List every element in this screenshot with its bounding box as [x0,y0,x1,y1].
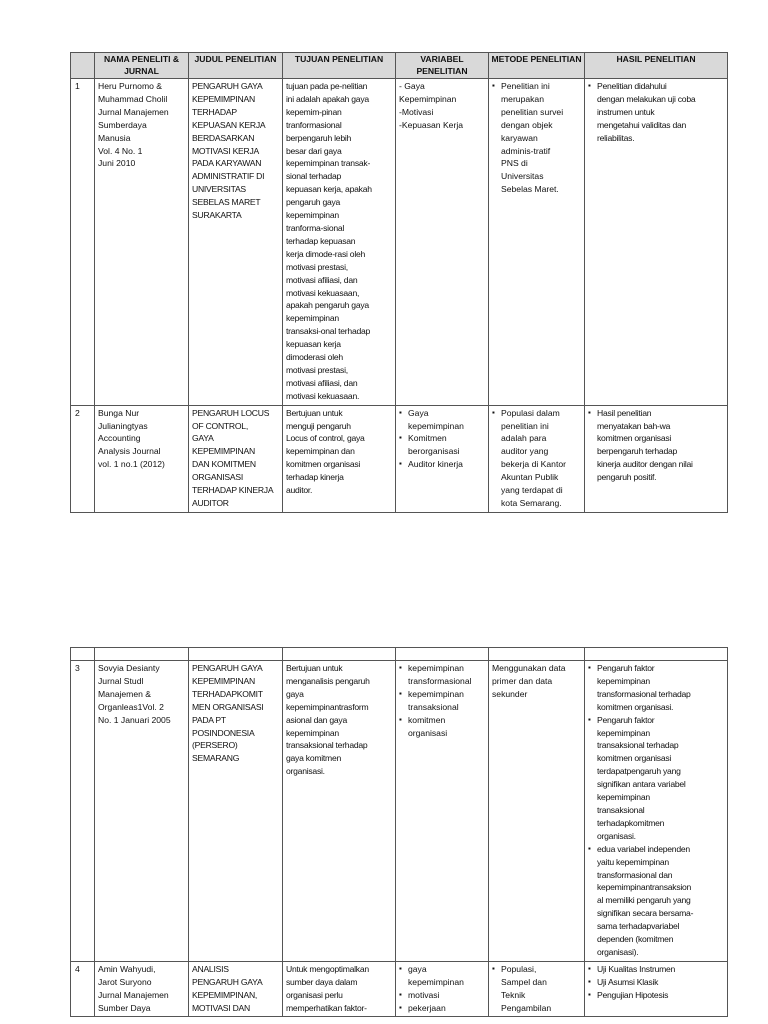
metode-item [492,80,581,196]
judul-line: POSINDONESIA [192,727,255,738]
cell-variabel [396,405,489,512]
variabel-list [399,407,485,472]
cell-hasil [585,961,728,1017]
nama-line: No. 1 Januari 2005 [98,714,171,725]
tujuan-line: transaksional terhadap [286,740,368,751]
cell-tujuan [283,961,396,1017]
variabel-line: ▪ Auditor kinerja [408,459,463,470]
tujuan-line: tranforma-sional [286,222,345,233]
hasil-item [588,989,724,1002]
cell-metode [489,79,585,406]
tujuan-line: tujuan pada pe-nelitian [286,81,368,91]
tujuan-line: Locus of control, gaya [286,433,365,444]
hasil-line: ▪ Pengaruh faktor [597,714,655,725]
research-table-2 [70,647,728,1017]
metode-line: PNS di [501,158,528,169]
tujuan-line: kepemimpinan [286,210,339,221]
tujuan-line: memperhatikan faktor- [286,1002,367,1013]
hasil-line: berpengaruh terhadap [597,446,678,457]
nama-line: Organleas1Vol. 2 [98,701,164,712]
nama-line: Manusia [98,132,131,143]
hasil-line: ▪ Penelitian didahului [597,81,667,91]
variabel-line: ▪ gaya [408,963,427,974]
hasil-line: signifikan secara bersama- [597,908,694,919]
cell-metode [489,961,585,1017]
table-row [71,79,728,406]
judul-line: TERHADAPKOMIT [192,688,263,699]
hasil-line: ▪ Uji Kualitas Instrumen [597,963,676,974]
hasil-line: dengan melakukan uji coba [597,93,696,104]
metode-line: Sampel dan [501,976,547,987]
table-row [71,961,728,1017]
variabel-line: ▪ pekerjaan [408,1002,446,1013]
judul-line: DAN KOMITMEN [192,459,256,470]
cell-nama-peneliti [95,661,189,962]
cell-hasil [585,661,728,962]
hasil-line: transformasional dan [597,869,673,880]
metode-line: Akuntan Publik [501,472,559,483]
tujuan-line: auditor. [286,485,313,496]
tujuan-line: terhadap kinerja [286,472,344,483]
cell-tujuan [283,79,396,406]
research-table-1 [70,52,728,513]
hasil-line: organisasi. [597,830,636,841]
hasil-item [588,976,724,989]
variabel-line: ▪ komitmen [408,714,446,725]
hasil-line: komitmen organisasi. [597,701,674,712]
nama-line: Bunga Nur [98,407,140,418]
hasil-line: reliabilitas. [597,132,635,143]
hasil-list [588,963,724,1002]
header-metode: METODE PENELITIAN [489,53,585,79]
tujuan-line: kepemimpinan transak- [286,158,371,169]
tujuan-line: motivasi kekuasaan. [286,390,360,401]
judul-line: MOTIVASI DAN [192,1002,250,1013]
variabel-line: - Gaya [399,81,425,91]
tujuan-line: kepemimpinantrasform [286,701,369,712]
hasil-item [588,963,724,976]
variabel-line: berorganisasi [408,446,460,457]
row-number: 3 [71,661,95,962]
metode-item [492,407,581,510]
judul-line: TERHADAP KINERJA [192,485,274,496]
judul-line: ORGANISASI [192,472,243,483]
nama-line: Muhammad Cholil [98,93,168,104]
tujuan-line: kepemim-pinan [286,106,342,117]
hasil-line: terhadapkomitmen [597,817,665,828]
tujuan-line: Bertujuan untuk [286,663,343,673]
metode-line: Pengambilan [501,1002,552,1013]
hasil-item [588,80,724,145]
cell-judul [189,405,283,512]
tujuan-line: berpengaruh lebih [286,132,352,143]
hasil-item [588,662,724,714]
metode-line: ▪ Populasi, [501,963,537,974]
judul-line: PENGARUH GAYA [192,976,263,987]
nama-line: Manajemen & [98,688,152,699]
tujuan-line: besar dari gaya [286,145,342,156]
tujuan-line: gaya [286,688,304,699]
tujuan-line: menguji pengaruh [286,420,351,431]
header-tujuan: TUJUAN PENELITIAN [283,53,396,79]
cell-judul [189,661,283,962]
tujuan-line: asional dan gaya [286,714,347,725]
hasil-item [588,714,724,843]
hasil-line: terdapatpengaruh yang [597,766,681,777]
metode-line: merupakan [501,93,544,104]
hasil-line: organisasi). [597,946,639,957]
hasil-line: al memiliki pengaruh yang [597,895,691,906]
nama-line: Jurnal Manajemen [98,106,169,117]
judul-line: BERDASARKAN [192,132,255,143]
variabel-item [399,989,485,1002]
hasil-line: kepemimpinan [597,792,650,803]
tujuan-line: Untuk mengoptimalkan [286,963,369,974]
variabel-item [399,458,485,471]
hasil-line: komitmen organisasi [597,433,672,444]
variabel-item [399,963,485,989]
nama-line: Sumberdaya [98,119,147,130]
metode-line: Teknik [501,989,526,1000]
variabel-line: -Motivasi [399,106,434,117]
tujuan-line: motivasi kekuasaan, [286,287,360,298]
metode-line: penelitian survei [501,106,564,117]
variabel-item [399,688,485,714]
tujuan-line: terhadap kepuasan [286,235,356,246]
judul-line: PADA KARYAWAN [192,158,262,169]
metode-line: penelitian ini [501,420,549,431]
tujuan-line: sumber daya dalam [286,976,358,987]
header-hasil: HASIL PENELITIAN [585,53,728,79]
judul-line: KEPEMIMPINAN [192,93,255,104]
nama-line: Juni 2010 [98,158,136,169]
header-no [71,53,95,79]
hasil-line: kepemimpinan [597,727,650,738]
metode-list [492,407,581,510]
judul-line: KEPEMIMPINAN, [192,989,258,1000]
hasil-line: kepemimpinantransaksion [597,882,692,893]
metode-line: kota Semarang. [501,498,562,508]
nama-line: Sumber Daya [98,1002,151,1013]
tujuan-line: apakah pengaruh gaya [286,300,369,311]
variabel-line: organisasi [408,727,448,738]
tujuan-line: motivasi afiliasi, dan [286,274,358,285]
nama-line: Vol. 4 No. 1 [98,145,143,156]
judul-line: PENGARUH LOCUS [192,407,270,418]
header-nama-peneliti: NAMA PENELITI & JURNAL [95,53,189,79]
nama-line: Analysis Journal [98,446,161,457]
judul-line: PENGARUH GAYA [192,81,263,91]
judul-line: SEBELAS MARET [192,197,261,208]
metode-line: Universitas [501,171,544,182]
hasil-line: ▪ Pengaruh faktor [597,663,655,673]
metode-list [492,80,581,196]
tujuan-line: menganalisis pengaruh [286,675,370,686]
variabel-line: ▪ Komitmen [408,433,447,444]
tujuan-line: kerja dimode-rasi oleh [286,248,366,259]
cell-judul [189,79,283,406]
tujuan-line: kepuasan kerja, apakah [286,184,372,195]
variabel-line: kepemimpinan [408,976,464,987]
variabel-item [399,714,485,740]
cell-hasil [585,405,728,512]
cell-variabel [396,961,489,1017]
judul-line: ANALISIS [192,963,229,974]
hasil-line: instrumen untuk [597,106,655,117]
cell-nama-peneliti [95,79,189,406]
judul-line: SURAKARTA [192,210,242,221]
tujuan-line: ini adalah apakah gaya [286,93,369,104]
variabel-item [399,407,485,433]
tujuan-line: kepemimpinan [286,313,339,324]
hasil-list [588,407,724,484]
tujuan-line: kepuasan kerja [286,339,341,350]
variabel-line: kepemimpinan [408,420,464,431]
variabel-line: transformasional [408,675,472,686]
metode-line: karyawan [501,132,538,143]
variabel-line: ▪ motivasi [408,989,440,1000]
tujuan-line: gaya komitmen [286,753,342,764]
metode-line: ▪ Populasi dalam [501,407,560,418]
variabel-list [399,963,485,1015]
judul-line: AUDITOR [192,498,229,508]
tujuan-line: motivasi prestasi, [286,261,348,272]
variabel-item [399,662,485,688]
variabel-item [399,432,485,458]
judul-line: MOTIVASI KERJA [192,145,260,156]
tujuan-line: Bertujuan untuk [286,407,343,418]
cell-variabel [396,79,489,406]
judul-line: PADA PT [192,714,226,725]
judul-line: SEMARANG [192,753,240,764]
metode-item [492,963,581,1015]
metode-line: sekunder [492,688,528,699]
tujuan-line: sional terhadap [286,171,342,182]
variabel-item [399,1002,485,1015]
metode-line: bekerja di Kantor [501,459,566,470]
nama-line: Heru Purnomo & [98,81,163,91]
judul-line: KEPEMIMPINAN [192,675,255,686]
row-number: 4 [71,961,95,1017]
judul-line: OF CONTROL, [192,420,248,431]
variabel-line: -Kepuasan Kerja [399,119,464,130]
variabel-list [399,662,485,739]
cell-variabel [396,661,489,962]
row-number: 1 [71,79,95,406]
hasil-item [588,407,724,484]
tujuan-line: dimoderasi oleh [286,352,343,363]
cell-nama-peneliti [95,961,189,1017]
nama-line: Amin Wahyudi, [98,963,156,974]
variabel-line: transaksional [408,701,459,712]
tujuan-line: pengaruh gaya [286,197,341,208]
nama-line: Accounting [98,433,141,444]
judul-line: ADMINISTRATIF DI [192,171,265,182]
row-number: 2 [71,405,95,512]
hasil-line: kepemimpinan [597,675,650,686]
tujuan-line: motivasi afiliasi, dan [286,377,358,388]
tujuan-line: komitmen organisasi [286,459,361,470]
hasil-line: ▪ edua variabel independen [597,843,690,854]
metode-line: dengan objek [501,119,553,130]
cell-metode [489,405,585,512]
nama-line: Julianingtyas [98,420,148,431]
cell-tujuan [283,661,396,962]
hasil-line: transaksional terhadap [597,740,679,751]
tujuan-line: organisasi perlu [286,989,343,1000]
hasil-line: menyatakan bah-wa [597,420,671,431]
metode-line: yang terdapat di [501,485,563,496]
nama-line: Jurnal Studl [98,675,144,686]
hasil-line: kinerja auditor dengan nilai [597,459,693,470]
tujuan-line: tranformasional [286,119,342,130]
judul-line: GAYA [192,433,214,444]
hasil-item [588,843,724,959]
variabel-line: Kepemimpinan [399,93,457,104]
hasil-line: ▪ Pengujian Hipotesis [597,989,669,1000]
nama-line: Jarot Suryono [98,976,152,987]
hasil-list [588,80,724,145]
cell-hasil [585,79,728,406]
tujuan-line: motivasi prestasi, [286,364,348,375]
hasil-line: yaitu kepemimpinan [597,856,669,867]
metode-line: Sebelas Maret. [501,184,559,195]
judul-line: PENGARUH GAYA [192,663,263,673]
nama-line: Jurnal Manajemen [98,989,169,1000]
nama-line: vol. 1 no.1 (2012) [98,459,165,470]
metode-line: auditor yang [501,446,549,457]
cell-tujuan [283,405,396,512]
hasil-line: transaksional [597,804,645,815]
header-judul: JUDUL PENELITIAN [189,53,283,79]
hasil-line: signifikan antara variabel [597,779,686,790]
hasil-line: dependen (komitmen [597,934,674,945]
tujuan-line: kepemimpinan dan [286,446,355,457]
tujuan-line: organisasi. [286,766,325,777]
judul-line: KEPUASAN KERJA [192,119,266,130]
header-variabel: VARIABEL PENELITIAN [396,53,489,79]
cell-metode [489,661,585,962]
cell-judul [189,961,283,1017]
judul-line: KEPEMIMPINAN [192,446,255,457]
judul-line: (PERSERO) [192,740,238,751]
metode-line: ▪ Penelitian ini [501,81,550,91]
metode-line: adminis-tratif [501,145,551,156]
hasil-line: transformasional terhadap [597,688,691,699]
hasil-line: komitmen organisasi [597,753,672,764]
variabel-line: ▪ kepemimpinan [408,688,464,699]
tujuan-line: transaksi-onal terhadap [286,326,371,337]
judul-line: TERHADAP [192,106,237,117]
metode-line: Menggunakan data [492,663,566,673]
metode-list [492,963,581,1015]
header-row [71,53,728,79]
judul-line: UNIVERSITAS [192,184,246,195]
hasil-line: pengaruh positif. [597,472,657,483]
hasil-line: ▪ Uji Asumsi Klasik [597,976,659,987]
nama-line: Sovyia Desianty [98,663,160,673]
cell-nama-peneliti [95,405,189,512]
variabel-line: ▪ kepemimpinan [408,663,464,673]
judul-line: MEN ORGANISASI [192,701,264,712]
hasil-line: ▪ Hasil penelitian [597,407,652,418]
table-row [71,661,728,962]
tujuan-line: kepemimpinan [286,727,339,738]
table-row [71,405,728,512]
variabel-line: ▪ Gaya [408,407,429,418]
hasil-list [588,662,724,959]
metode-line: adalah para [501,433,547,444]
empty-header-row [71,648,728,661]
hasil-line: sama terhadapvariabel [597,921,680,932]
metode-line: primer dan data [492,675,553,686]
hasil-line: mengetahui validitas dan [597,119,687,130]
